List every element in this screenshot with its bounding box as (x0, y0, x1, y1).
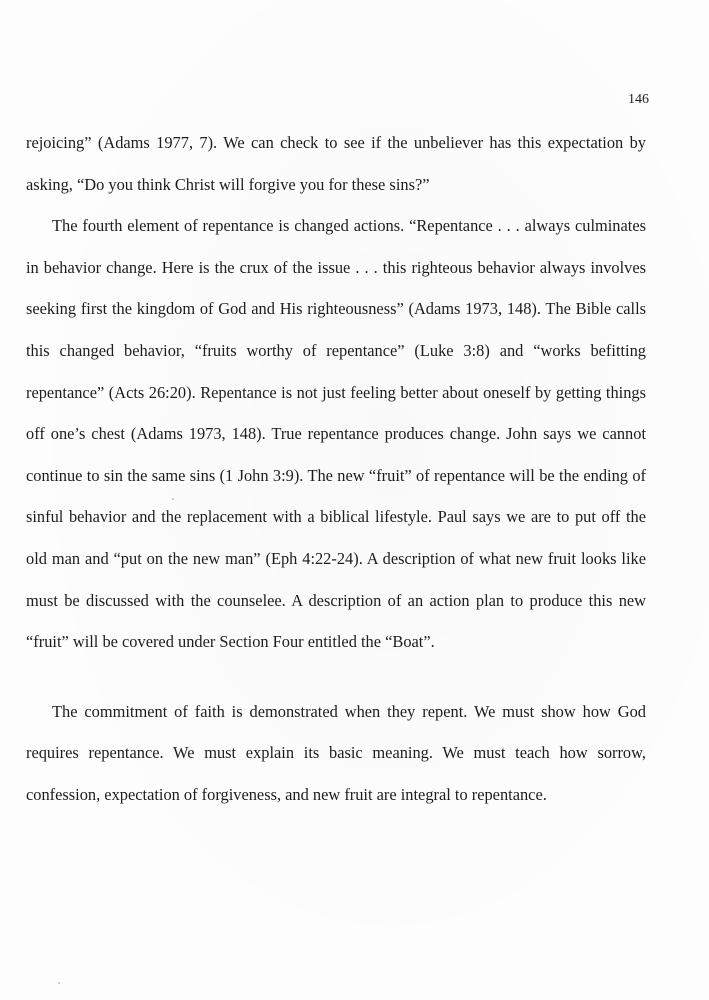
paragraph-changed-actions: The fourth element of repentance is changed actions. “Repentance . . . always culminates in behavior change. Here is the crux of the issue . . . this righteous behavior always involves seeking first the kingdom of God and His righteousness” (Adams 1973, 148). The Bible calls this changed behavior, “fruits worthy of repentance” (Luke 3:8) and “works befitting repentance” (Acts 26:20). Repentance is not just feeling better about oneself by getting things off one’s chest (Adams 1973, 148). True repentance produces change. John says we cannot continue to sin the same sins (1 John 3:9). The new “fruit” of repentance will be the ending of sinful behavior and the replacement with a biblical lifestyle. Paul says we are to put off the old man and “put on the new man” (Eph 4:22-24). A description of what new fruit looks like must be discussed with the counselee. A description of an action plan to produce this new “fruit” will be covered under Section Four entitled the “Boat”. (26, 216, 646, 652)
page-number: 146 (628, 92, 649, 107)
scan-speck (172, 498, 174, 500)
body-text (26, 122, 646, 816)
paragraph-commitment-of-faith: The commitment of faith is demonstrated when they repent. We must show how God requires repentance. We must explain its basic meaning. We must teach how sorrow, confession, expectation of forgiveness, and new fruit are integral to repentance. (26, 701, 646, 804)
scan-speck (58, 982, 60, 984)
paragraph-continuation: rejoicing” (Adams 1977, 7). We can check to see if the unbeliever has this expectation by asking, “Do you think Christ will forgive you for these sins?” (26, 133, 646, 194)
